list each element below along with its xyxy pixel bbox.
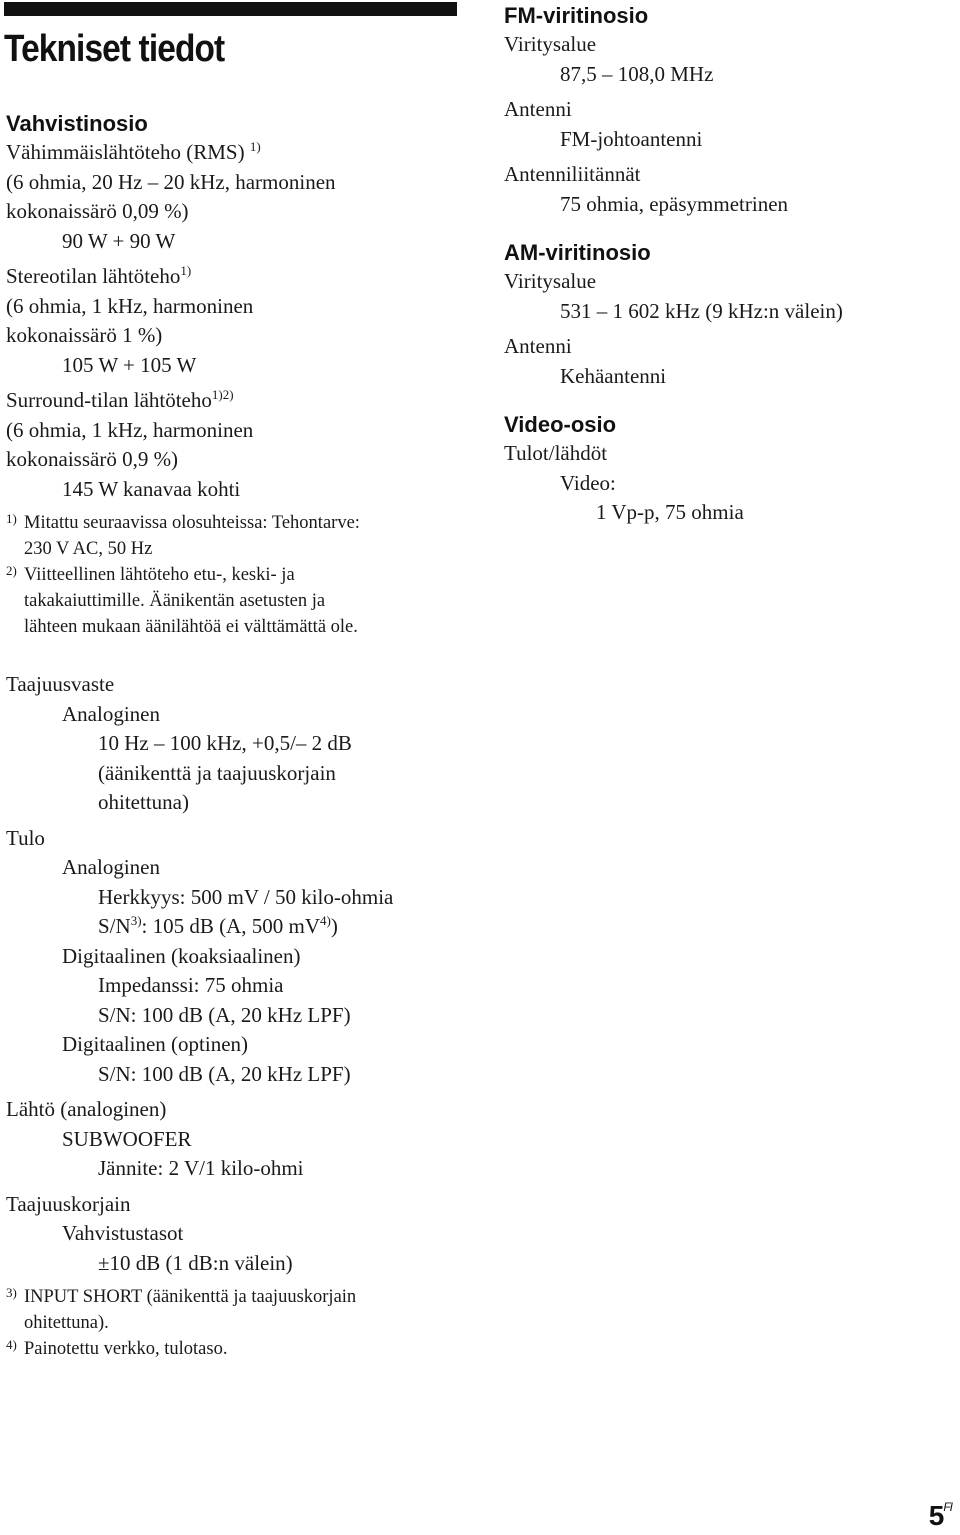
surround-power-condition: kokonaissärö 0,9 %) xyxy=(6,447,179,471)
stereo-power-condition: (6 ohmia, 1 kHz, harmoninen xyxy=(6,293,254,318)
frequency-value: ohitettuna) xyxy=(98,790,189,814)
header-rule xyxy=(4,2,457,16)
am-antenna-value: Kehäantenni xyxy=(560,363,667,388)
stereo-power-label: Stereotilan lähtöteho$^{1)}$ xyxy=(6,263,192,288)
input-coax-label: Digitaalinen (koaksiaalinen) xyxy=(62,943,301,968)
input-analog-sn: $S/N^{3)}$: 105 dB (A, 500 $mV^{4)}$) xyxy=(98,913,338,938)
footnote-2-cont: lähteen mukaan äänilähtöä ei välttämättä ole. xyxy=(24,617,358,637)
am-range-value: 531 – 1 602 kHz (9 kHz:n välein) xyxy=(560,298,843,323)
input-analog-sensitivity: Herkkyys: 500 mV / 50 kilo-ohmia xyxy=(98,884,394,909)
min-power-condition: (6 ohmia, 20 Hz – 20 kHz, harmoninen xyxy=(6,169,336,194)
fm-antenna-value: FM-johtoantenni xyxy=(560,126,703,151)
output-subwoofer-label: SUBWOOFER xyxy=(62,1126,192,1151)
fm-range-label: Viritysalue xyxy=(504,32,597,56)
surround-power-value: 145 W kanavaa kohti xyxy=(62,476,241,501)
frequency-value: 10 Hz – 100 kHz, +0,5/– 2 dB xyxy=(98,731,352,755)
equalizer-gain-value: ±10 dB (1 dB:n välein) xyxy=(98,1250,293,1275)
footnote-3-cont: ohitettuna). xyxy=(24,1313,109,1333)
stereo-power-condition: kokonaissärö 1 %) xyxy=(6,323,163,347)
input-coax-impedance: Impedanssi: 75 ohmia xyxy=(98,973,284,997)
video-value: 1 Vp-p, 75 ohmia xyxy=(596,500,744,524)
page-number: $5^{FI}$ xyxy=(928,1500,952,1531)
fm-range-value: 87,5 – 108,0 MHz xyxy=(560,61,714,86)
output-label: Lähtö (analoginen) xyxy=(6,1097,167,1121)
video-heading: Video-osio xyxy=(504,412,617,437)
min-power-label: Vähimmäislähtöteho (RMS) $^{1)}$ xyxy=(6,139,261,164)
surround-power-label: Surround-tilan lähtöteho$^{1)2)}$ xyxy=(6,387,234,412)
page-title: Tekniset tiedot xyxy=(4,28,225,70)
footnote-4: 4) Painotettu verkko, tulotaso. xyxy=(6,1337,228,1359)
stereo-power-value: 105 W + 105 W xyxy=(62,352,197,377)
input-optical-label: Digitaalinen (optinen) xyxy=(62,1032,249,1056)
tuner-video-section xyxy=(504,0,944,528)
am-heading: AM-viritinosio xyxy=(504,240,651,265)
video-label: Video: xyxy=(560,470,616,495)
footnote-3: 3) INPUT SHORT (äänikenttä ja taajuuskorjain xyxy=(6,1285,357,1307)
fm-heading: FM-viritinosio xyxy=(504,3,649,28)
output-voltage: Jännite: 2 V/1 kilo-ohmi xyxy=(98,1156,304,1180)
input-analog-label: Analoginen xyxy=(62,855,160,879)
fm-terminals-label: Antenniliitännät xyxy=(504,162,641,186)
input-optical-sn: S/N: 100 dB (A, 20 kHz LPF) xyxy=(98,1061,351,1086)
footnote-2-cont: takakaiuttimille. Äänikentän asetusten ja xyxy=(24,591,326,611)
frequency-value: (äänikenttä ja taajuuskorjain xyxy=(98,760,336,785)
equalizer-label: Taajuuskorjain xyxy=(6,1191,131,1216)
input-label: Tulo xyxy=(6,825,45,850)
footnote-1: 1) Mitattu seuraavissa olosuhteissa: Tehontarve: xyxy=(6,511,360,533)
input-coax-sn: S/N: 100 dB (A, 20 kHz LPF) xyxy=(98,1002,351,1027)
am-antenna-label: Antenni xyxy=(504,334,572,358)
surround-power-condition: (6 ohmia, 1 kHz, harmoninen xyxy=(6,417,254,442)
footnote-2: 2) Viitteellinen lähtöteho etu-, keski- ja xyxy=(6,563,295,585)
frequency-analog-label: Analoginen xyxy=(62,701,160,726)
equalizer-gain-label: Vahvistustasot xyxy=(62,1221,184,1245)
frequency-response-label: Taajuusvaste xyxy=(6,672,115,696)
video-io-label: Tulot/lähdöt xyxy=(504,441,608,465)
audio-specs-section xyxy=(6,670,456,1362)
min-power-condition: kokonaissärö 0,09 %) xyxy=(6,199,189,223)
amplifier-section xyxy=(6,108,456,640)
fm-terminals-value: 75 ohmia, epäsymmetrinen xyxy=(560,191,789,216)
amplifier-heading: Vahvistinosio xyxy=(6,111,148,136)
am-range-label: Viritysalue xyxy=(504,269,597,293)
min-power-value: 90 W + 90 W xyxy=(62,228,176,253)
footnote-1-cont: 230 V AC, 50 Hz xyxy=(24,539,153,559)
fm-antenna-label: Antenni xyxy=(504,97,572,121)
